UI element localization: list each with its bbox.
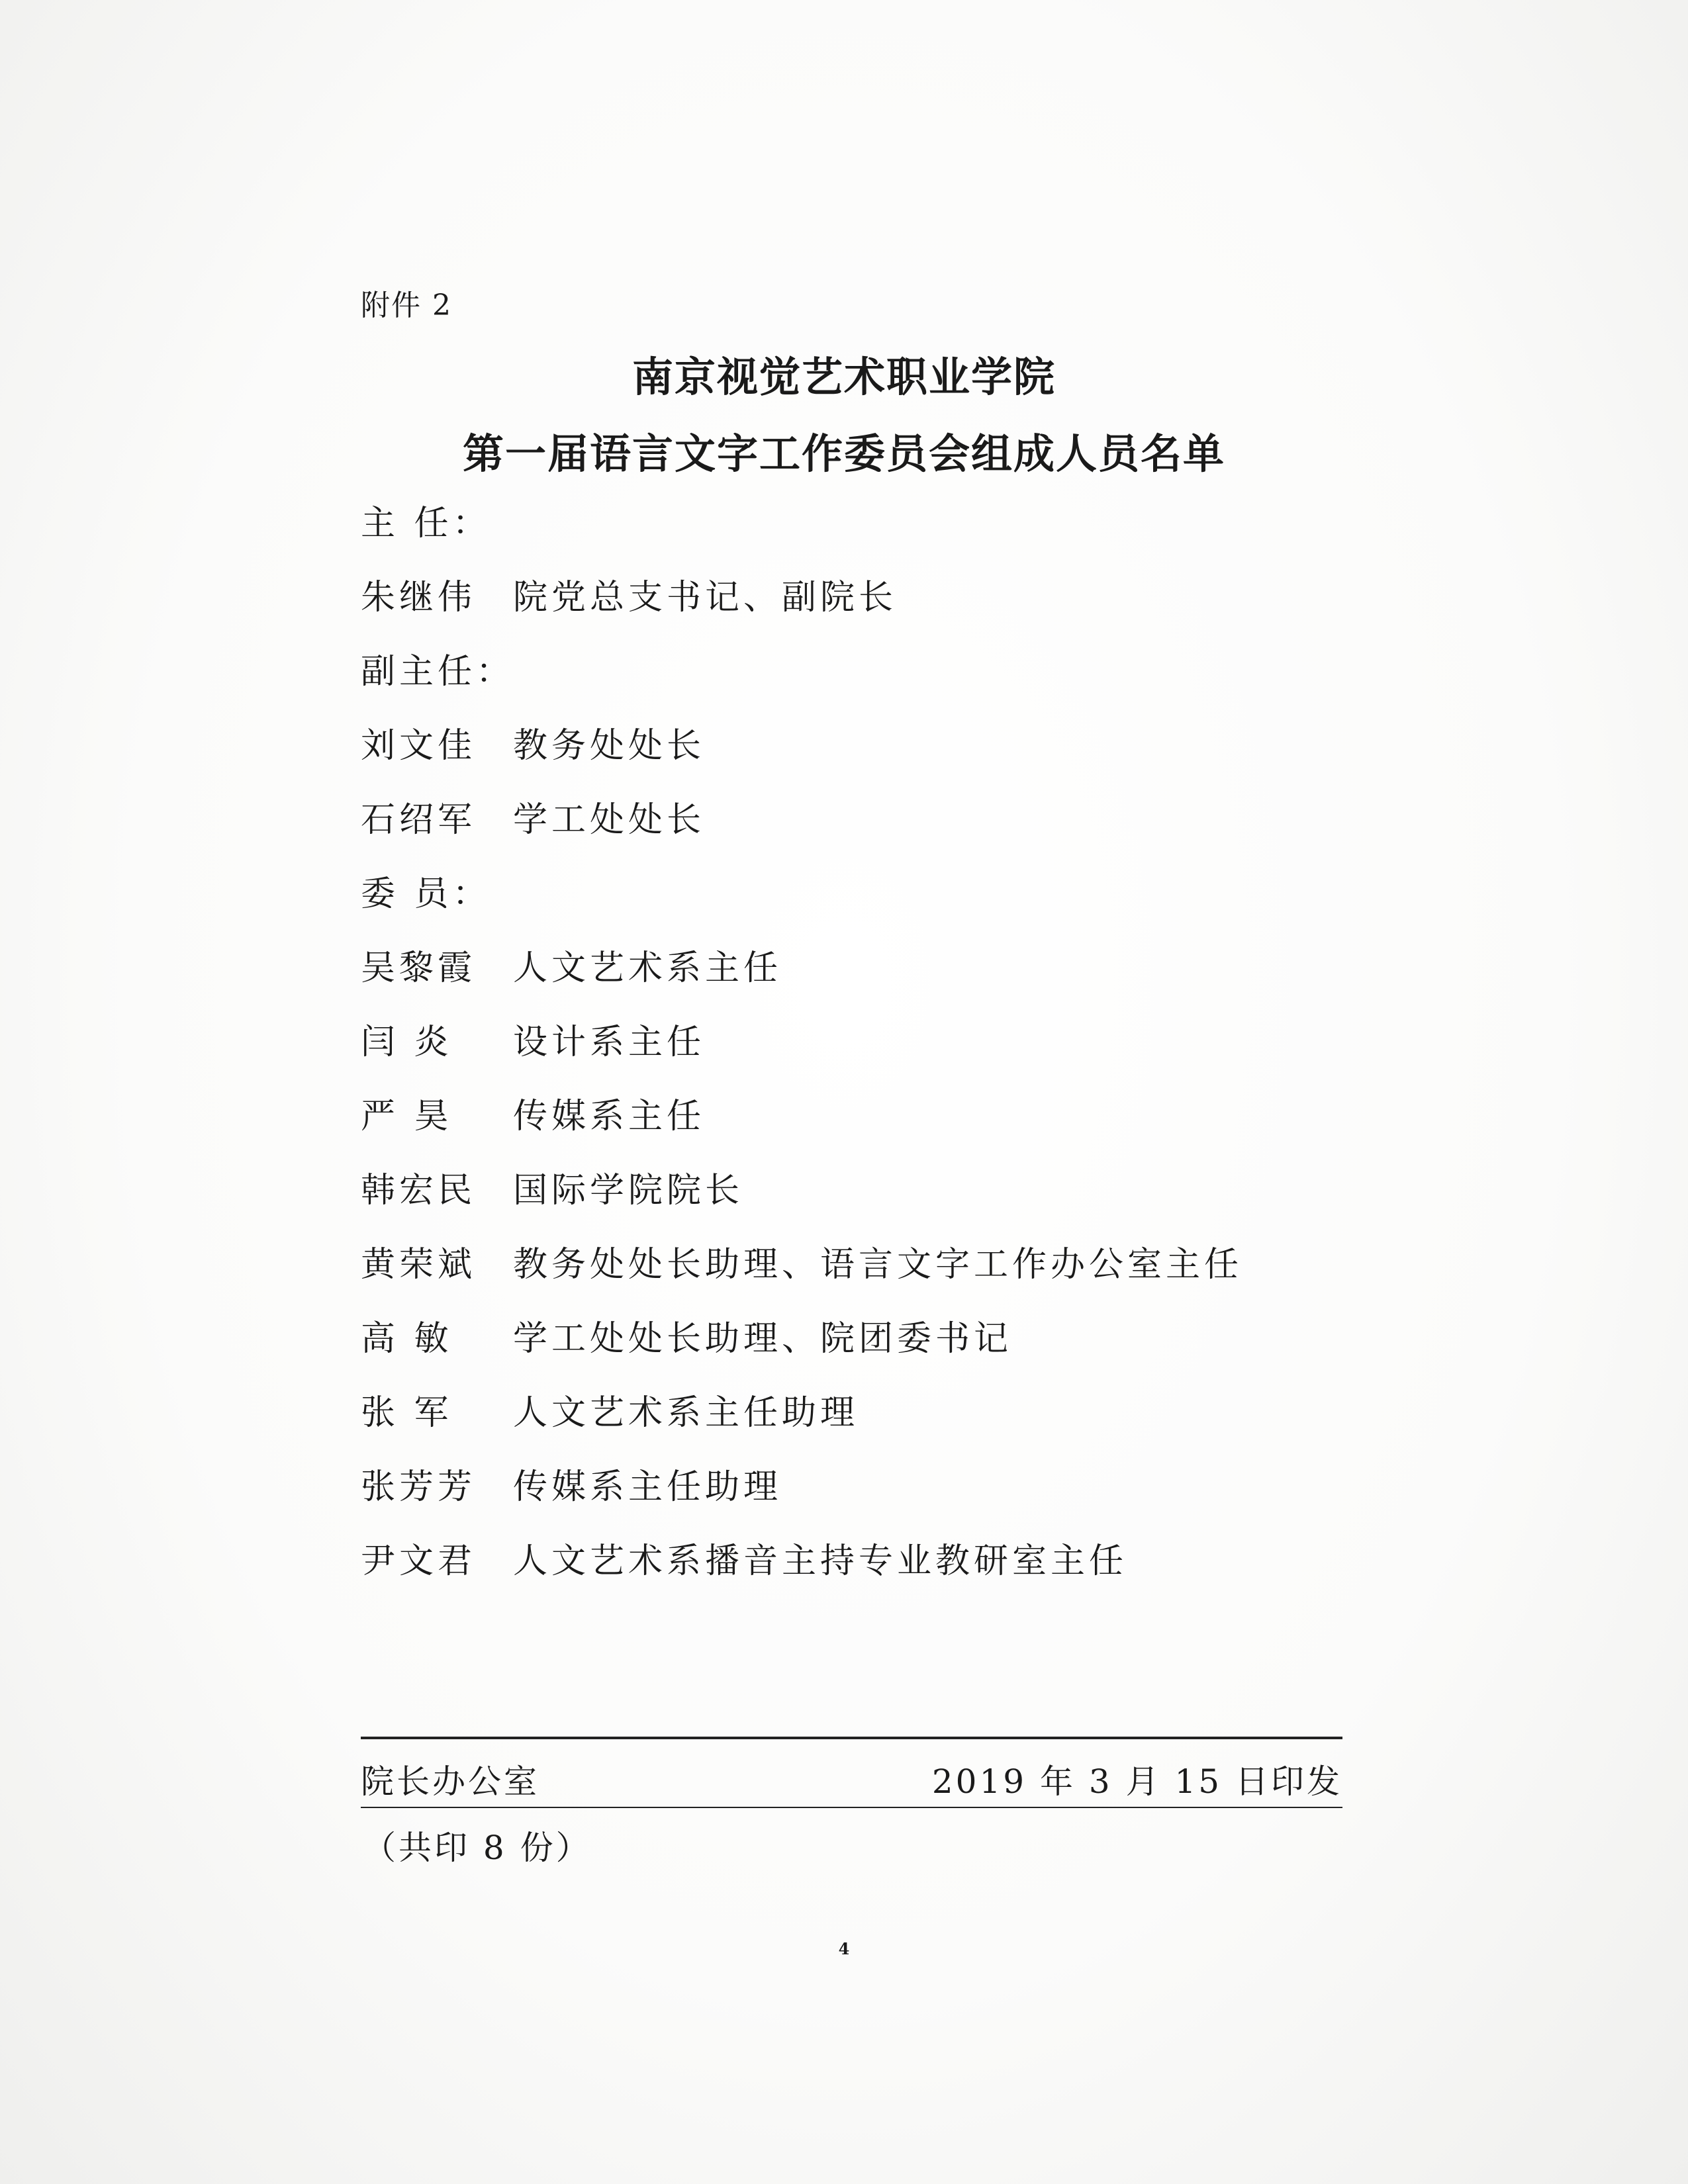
roster-role: 国际学院院长	[513, 1171, 744, 1210]
roster-name: 吴黎霞	[361, 948, 477, 988]
print-date: 2019 年 3 月 15 日印发	[931, 1762, 1342, 1801]
roster-role: 设计系主任	[513, 1023, 706, 1062]
committee-roster	[361, 503, 1420, 1615]
roster-row	[361, 799, 1420, 874]
roster-role: 教务处处长	[513, 726, 706, 766]
roster-role: 学工处处长	[513, 800, 706, 840]
issuance-line	[361, 1755, 1342, 1808]
roster-name: 刘文佳	[361, 726, 477, 766]
footer-divider	[361, 1737, 1342, 1739]
document-title-line1: 南京视觉艺术职业学院	[632, 353, 1056, 401]
document-title-line2: 第一届语言文字工作委员会组成人员名单	[462, 430, 1225, 478]
roster-name: 副主任：	[361, 652, 515, 692]
roster-name: 高 敏	[361, 1319, 453, 1359]
roster-role: 传媒系主任	[513, 1097, 706, 1136]
roster-name: 朱继伟	[361, 578, 477, 617]
roster-role: 传媒系主任助理	[513, 1467, 782, 1507]
roster-role: 院党总支书记、副院长	[513, 578, 898, 617]
roster-name: 尹文君	[361, 1541, 477, 1581]
roster-row	[361, 1318, 1420, 1392]
issuer-office: 院长办公室	[361, 1762, 539, 1801]
roster-name: 石绍军	[361, 800, 477, 840]
attachment-label: 附件 2	[361, 289, 452, 322]
roster-row	[361, 1170, 1420, 1244]
roster-name: 闫 炎	[361, 1023, 453, 1062]
roster-row	[361, 874, 1420, 948]
roster-row	[361, 1467, 1420, 1541]
roster-name: 张 军	[361, 1393, 453, 1433]
page-number: 4	[838, 1939, 850, 1958]
roster-row	[361, 1022, 1420, 1096]
roster-role: 人文艺术系主任	[513, 948, 782, 988]
roster-role: 人文艺术系主任助理	[513, 1393, 859, 1433]
roster-row	[361, 1096, 1420, 1170]
roster-row	[361, 1541, 1420, 1615]
roster-row	[361, 503, 1420, 577]
roster-name: 韩宏民	[361, 1171, 477, 1210]
print-copies-note: （共印 8 份）	[363, 1829, 592, 1867]
roster-row	[361, 948, 1420, 1022]
roster-name: 主 任：	[361, 504, 491, 543]
roster-row	[361, 725, 1420, 799]
roster-row	[361, 1244, 1420, 1318]
roster-row	[361, 651, 1420, 725]
roster-row	[361, 577, 1420, 651]
roster-role: 教务处处长助理、语言文字工作办公室主任	[513, 1245, 1243, 1285]
roster-name: 张芳芳	[361, 1467, 477, 1507]
roster-role: 人文艺术系播音主持专业教研室主任	[513, 1541, 1128, 1581]
roster-role: 学工处处长助理、院团委书记	[513, 1319, 1013, 1359]
roster-row	[361, 1392, 1420, 1467]
roster-name: 委 员：	[361, 874, 491, 914]
roster-name: 黄荣斌	[361, 1245, 477, 1285]
roster-name: 严 昊	[361, 1097, 453, 1136]
